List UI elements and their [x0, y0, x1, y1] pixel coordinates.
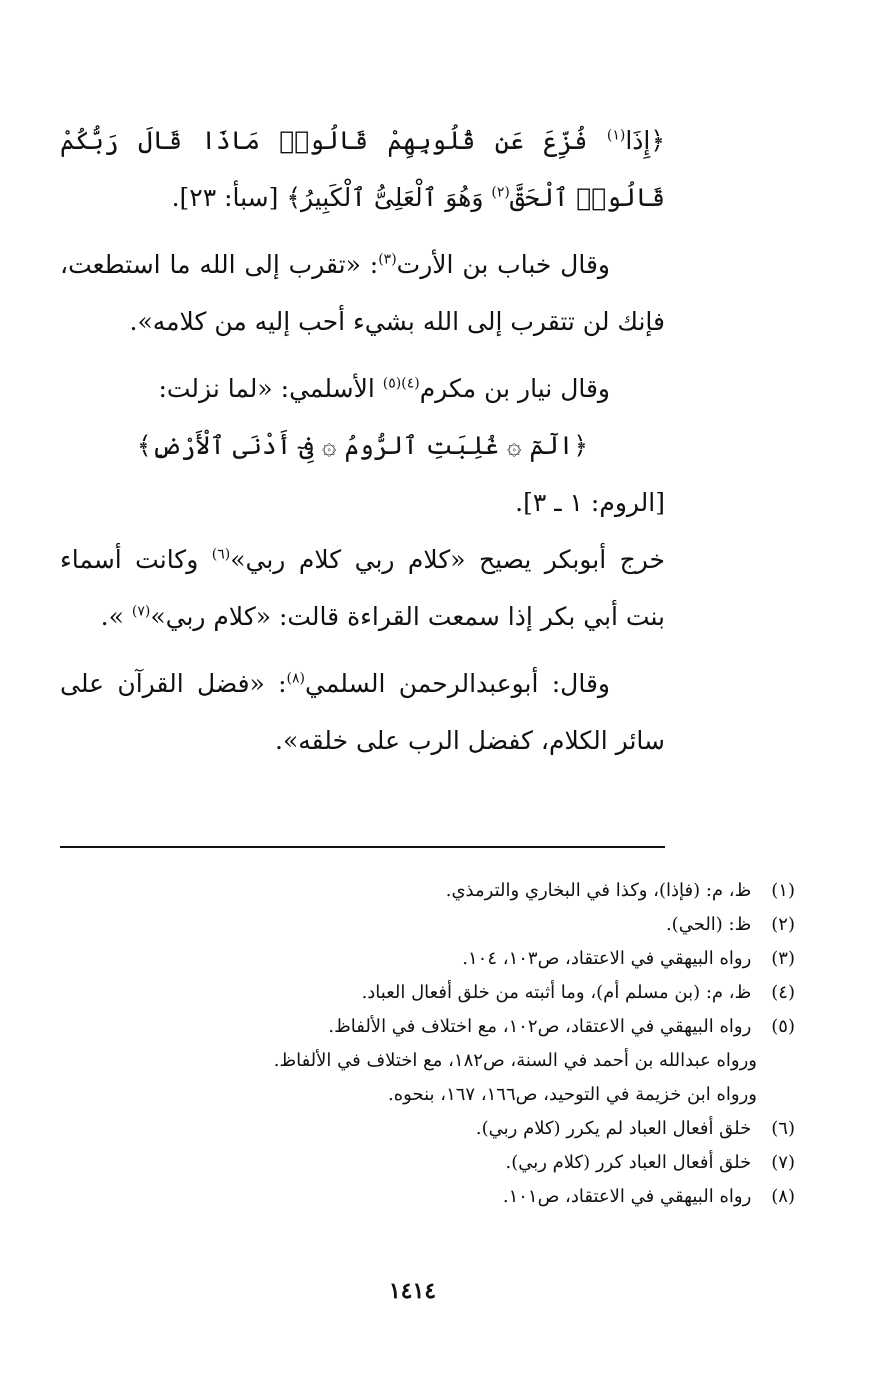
footnote-item: (٨) رواه البيهقي في الاعتقاد، ص١٠١.	[502, 1186, 795, 1207]
footnote-item: (٥) رواه البيهقي في الاعتقاد، ص١٠٢، مع اختلاف في الألفاظ.	[328, 1016, 795, 1037]
footnote-ref: (١)	[606, 127, 626, 144]
footnote-item: (٤) ظ، م: (بن مسلم أم)، وما أثبته من خلق أفعال العباد.	[361, 982, 795, 1003]
paragraph-niyar: وقال نيار بن مكرم$^{(٤)(٥)}$ الأسلمي: «لما نزلت:	[158, 374, 610, 403]
footnote-ref: (٦)	[211, 546, 231, 563]
main-text	[60, 112, 665, 769]
paragraph-abubakr: خرج أبوبكر يصيح «كلام ربي كلام ربي»$^{(٦)}$ وكانت أسماء بنت أبي بكر إذا سمعت القراءة قالت: «كلام ربي»$^{(٧)}$ ».	[60, 545, 665, 631]
paragraph-khabbab: وقال خباب بن الأرت$^{(٣)}$: «تقرب إلى الله ما استطعت، فإنك لن تتقرب إلى الله بشيء أحب إليه من كلامه».	[60, 250, 665, 336]
footnote-ref: (٢)	[491, 184, 510, 201]
verse-text: فُزِّعَ عَن قُلُوبِهِمْ قَالُوا۟ مَاذَا قَالَ رَبُّكُمْ قَالُوا۟ ٱلْحَقَّ	[60, 126, 665, 212]
footnote-item: (٣) رواه البيهقي في الاعتقاد، ص١٠٣، ١٠٤.	[462, 948, 795, 969]
footnotes	[60, 874, 795, 1214]
footnote-ref: (٣)	[378, 251, 397, 268]
footnote-ref: (٧)	[131, 603, 151, 620]
page-number: ١٤١٤	[388, 1278, 437, 1304]
footnote-item: (٢) ظ: (الحي).	[665, 914, 795, 935]
footnote-item: (١) ظ، م: (فإذا)، وكذا في البخاري والترمذي.	[445, 880, 795, 901]
verse-text: ٱلْعَلِىُّ ٱلْكَبِيرُ﴾ [سبأ: ٢٣].	[171, 183, 438, 212]
footnote-continuation: ورواه ابن خزيمة في التوحيد، ص١٦٦، ١٦٧، بنحوه.	[388, 1084, 757, 1105]
quran-verse-saba	[60, 112, 665, 226]
footnote-ref: (٤)	[401, 375, 420, 392]
paragraph-sulami: وقال: أبوعبدالرحمن السلمي$^{(٨)}$: «فضل القرآن على سائر الكلام، كفضل الرب على خلقه».	[60, 669, 665, 755]
quran-verse-rum: ﴿الٓمٓ ۞ غُلِبَتِ ٱلرُّومُ ۞ فِىٓ أَدْنَى ٱلْأَرْضِ﴾	[136, 431, 589, 460]
verse-text: وَهُوَ	[445, 183, 492, 212]
footnote-item: (٧) خلق أفعال العباد كرر (كلام ربي).	[505, 1152, 795, 1173]
verse-text: ﴿إِذَا	[625, 126, 665, 155]
footnote-continuation: ورواه عبدالله بن أحمد في السنة، ص١٨٢، مع اختلاف في الألفاظ.	[273, 1050, 757, 1071]
footnote-ref: (٥)	[382, 375, 402, 392]
footnote-item: (٦) خلق أفعال العباد لم يكرر (كلام ربي).	[475, 1118, 795, 1139]
verse-reference: [الروم: ١ ـ ٣].	[515, 488, 665, 517]
footnote-separator	[60, 846, 665, 848]
footnote-ref: (٨)	[286, 670, 306, 687]
